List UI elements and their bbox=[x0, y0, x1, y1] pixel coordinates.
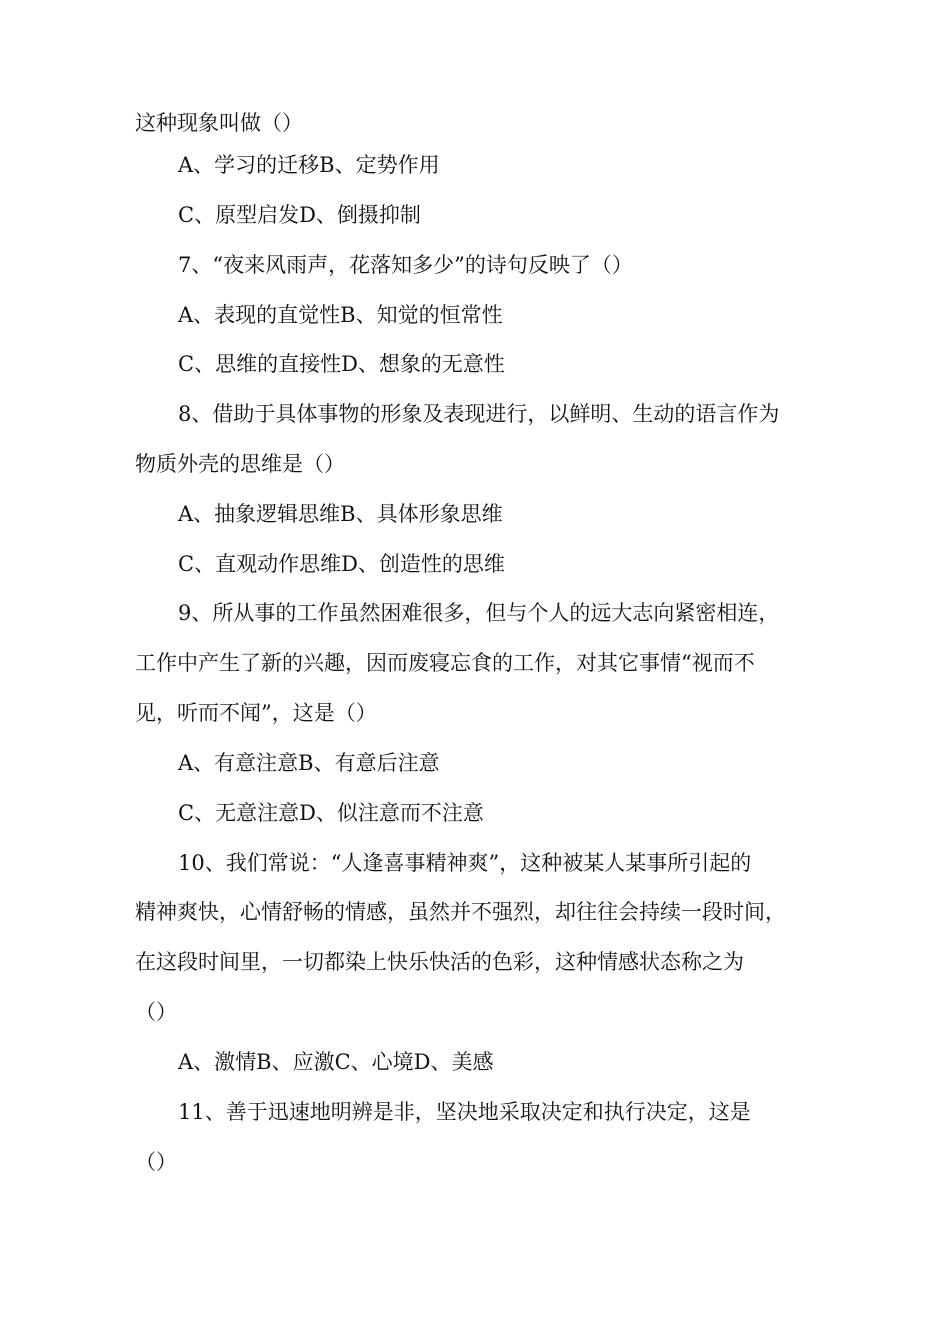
text-line-17: 精神爽快，心情舒畅的情感，虽然并不强烈，却往往会持续一段时间， bbox=[135, 900, 786, 924]
text-line-4: 7、“夜来风雨声，花落知多少”的诗句反映了（） bbox=[178, 253, 633, 277]
text-line-21: 11、善于迅速地明辨是非，坚决地采取决定和执行决定，这是 bbox=[178, 1100, 751, 1124]
text-line-13: 见，听而不闻”，这是（） bbox=[135, 701, 377, 725]
text-line-20: A、激情B、应激C、心境D、美感 bbox=[178, 1050, 494, 1074]
text-line-2: A、学习的迁移B、定势作用 bbox=[178, 153, 440, 177]
text-line-18: 在这段时间里，一切都染上快乐快活的色彩，这种情感状态称之为 bbox=[135, 950, 744, 974]
text-line-19: （） bbox=[135, 1000, 177, 1024]
text-line-9: A、抽象逻辑思维B、具体形象思维 bbox=[178, 502, 503, 526]
text-line-5: A、表现的直觉性B、知觉的恒常性 bbox=[178, 303, 503, 327]
text-line-11: 9、所从事的工作虽然困难很多，但与个人的远大志向紧密相连， bbox=[178, 601, 780, 625]
text-line-22: （） bbox=[135, 1150, 177, 1174]
text-line-3: C、原型启发D、倒摄抑制 bbox=[178, 203, 421, 227]
text-line-1: 这种现象叫做（） bbox=[135, 111, 303, 135]
text-line-8: 物质外壳的思维是（） bbox=[135, 452, 345, 476]
text-line-14: A、有意注意B、有意后注意 bbox=[178, 751, 440, 775]
text-line-7: 8、借助于具体事物的形象及表现进行，以鲜明、生动的语言作为 bbox=[178, 402, 780, 426]
text-line-16: 10、我们常说：“人逢喜事精神爽”，这种被某人某事所引起的 bbox=[178, 851, 752, 875]
text-line-15: C、无意注意D、似注意而不注意 bbox=[178, 801, 484, 825]
text-line-6: C、思维的直接性D、想象的无意性 bbox=[178, 352, 505, 376]
text-line-12: 工作中产生了新的兴趣，因而废寝忘食的工作，对其它事情“视而不 bbox=[135, 651, 755, 675]
text-line-10: C、直观动作思维D、创造性的思维 bbox=[178, 552, 505, 576]
